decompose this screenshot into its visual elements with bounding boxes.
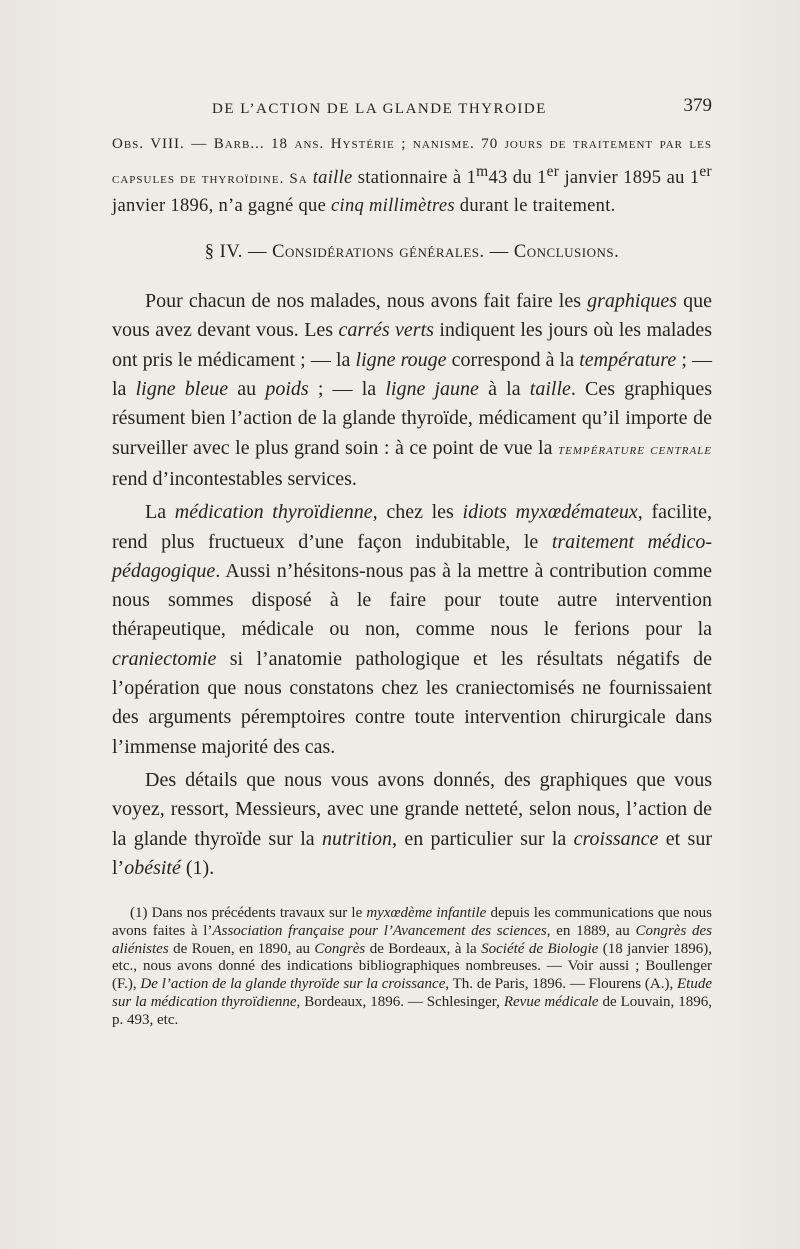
footnote-text: de Bordeaux, à la <box>365 940 482 957</box>
body-text: ; — la <box>112 348 713 401</box>
observation-paragraph <box>112 130 712 220</box>
italic-term: Revue médicale <box>503 994 599 1011</box>
body-text: La <box>145 501 175 524</box>
body-text: , en particulier sur la <box>392 827 574 850</box>
footnote-text: de Louvain, 1896, p. 493, etc. <box>112 994 712 1028</box>
observation-text: janvier 1896, n’a gagné que <box>112 196 332 217</box>
italic-term: idiots myxœdémateux, <box>462 501 643 524</box>
footnote-text: , Th. de Paris, 1896. — Flourens (A.), <box>445 976 677 993</box>
footnote-text: (1) Dans nos précédents travaux sur le <box>130 905 367 922</box>
italic-term: croissance <box>573 827 659 850</box>
footnote-text: , en 1889, au <box>546 922 636 939</box>
body-text: . Aussi n’hésitons-nous pas à la mettre à contribution comme nous sommes disposé à le faire pour toute autre intervention thérapeutique, médicale ou non, comme nous le ferions pour la <box>112 559 712 641</box>
observation-text: 43 du 1 <box>488 168 547 189</box>
body-text: à la <box>478 378 530 401</box>
italic-term: Congrès <box>314 940 366 957</box>
italic-term: Société de Biologie <box>481 940 599 957</box>
body-text: correspond à la <box>446 348 580 371</box>
footnote-text: , Bordeaux, 1896. — Schlesinger, <box>296 994 504 1011</box>
observation-text: stationnaire à 1 <box>352 168 477 189</box>
page-header <box>112 95 712 125</box>
italic-term: Congrès des aliénistes <box>112 922 712 957</box>
running-title: DE L’ACTION DE LA GLANDE THYROIDE <box>212 101 547 117</box>
body-text: si l’anatomie pathologique et les résultats négatifs de l’opération que nous constatons chez les craniectomisés ne fournissaient des arguments péremptoires contre toute intervention chirurgicale dans l’immense majorité des cas. <box>112 647 712 758</box>
body-text: que vous avez devant vous. Les <box>112 290 712 342</box>
italic-term: graphiques <box>587 290 678 313</box>
italic-term: température centrale <box>557 441 713 458</box>
footnote-text: depuis les communications que nous avons faites à l’ <box>112 905 713 939</box>
italic-term: taille <box>529 378 571 401</box>
page-number: 379 <box>683 95 712 116</box>
body-text: . Ces graphiques résument bien l’action de la glande thyroïde, médicament qu’il importe de surveiller avec le plus grand soin : à ce point de vue la <box>112 378 712 459</box>
unit-superscript: m <box>476 163 489 180</box>
italic-term: Association française pour l’Avancement des sciences <box>212 922 547 939</box>
italic-term: carrés verts <box>338 319 434 342</box>
italic-term: ligne rouge <box>355 348 447 371</box>
page-text <box>112 130 712 1030</box>
italic-term: nutrition <box>321 827 392 850</box>
body-text: facilite, rend plus fructueux d’une façon indubitable, le <box>112 501 712 553</box>
body-text: ; — la <box>308 378 386 401</box>
body-text: rend d’incontestables services. <box>112 467 357 490</box>
footnote-text: (18 janvier 1896), etc., nous avons donné des indications bibliographiques nombreuses. — Voir aussi ; Boullenger (F.), <box>112 940 712 993</box>
italic-term: ligne bleue <box>135 378 229 401</box>
italic-term: traitement médico-pédagogique <box>112 530 712 582</box>
footnote-ref: (1). <box>180 856 215 879</box>
body-text: Des détails que nous vous avons donnés, des graphiques que vous voyez, ressort, Messieurs, avec une grande netteté, selon nous, l’action de la glande thyroïde sur la <box>112 768 712 850</box>
footnote <box>112 905 712 1030</box>
observation-text: durant le traitement. <box>454 196 616 217</box>
body-text: chez les <box>377 501 463 524</box>
paragraph-graphiques <box>112 287 712 494</box>
body-text: et sur l’ <box>112 827 712 879</box>
ordinal-superscript: er <box>699 163 712 180</box>
italic-term: cinq millimètres <box>331 196 455 217</box>
observation-text: janvier 1895 au 1 <box>559 168 700 189</box>
italic-term: taille <box>312 168 353 189</box>
body-text: indiquent les jours où les malades ont pris le médicament ; — la <box>112 319 712 371</box>
italic-term: poids <box>265 378 309 401</box>
italic-term: température <box>579 348 677 371</box>
italic-term: myxœdème infantile <box>366 905 487 922</box>
section-heading: § IV. — Considérations générales. — Conclusions. <box>204 242 620 263</box>
footnote-text: de Rouen, en 1890, au <box>168 940 315 957</box>
observation-lead: Obs. VIII. — Barb... 18 ans. Hystérie ; nanisme. 70 jours de traitement par les capsules de thyroïdine. Sa <box>112 136 712 188</box>
paragraph-medication <box>112 498 712 762</box>
italic-term: ligne jaune <box>385 378 479 401</box>
italic-term: obésité <box>124 856 181 879</box>
italic-term: médication thyroïdienne, <box>174 501 378 524</box>
italic-term: Etude sur la médication thyroïdienne <box>112 976 712 1011</box>
ordinal-superscript: er <box>546 163 560 180</box>
body-text: Pour chacun de nos malades, nous avons fait faire les <box>145 290 588 313</box>
body-text: au <box>228 378 266 401</box>
italic-term: De l’action de la glande thyroïde sur la croissance <box>140 976 446 993</box>
paragraph-conclusion <box>112 766 712 883</box>
italic-term: craniectomie <box>112 647 217 670</box>
